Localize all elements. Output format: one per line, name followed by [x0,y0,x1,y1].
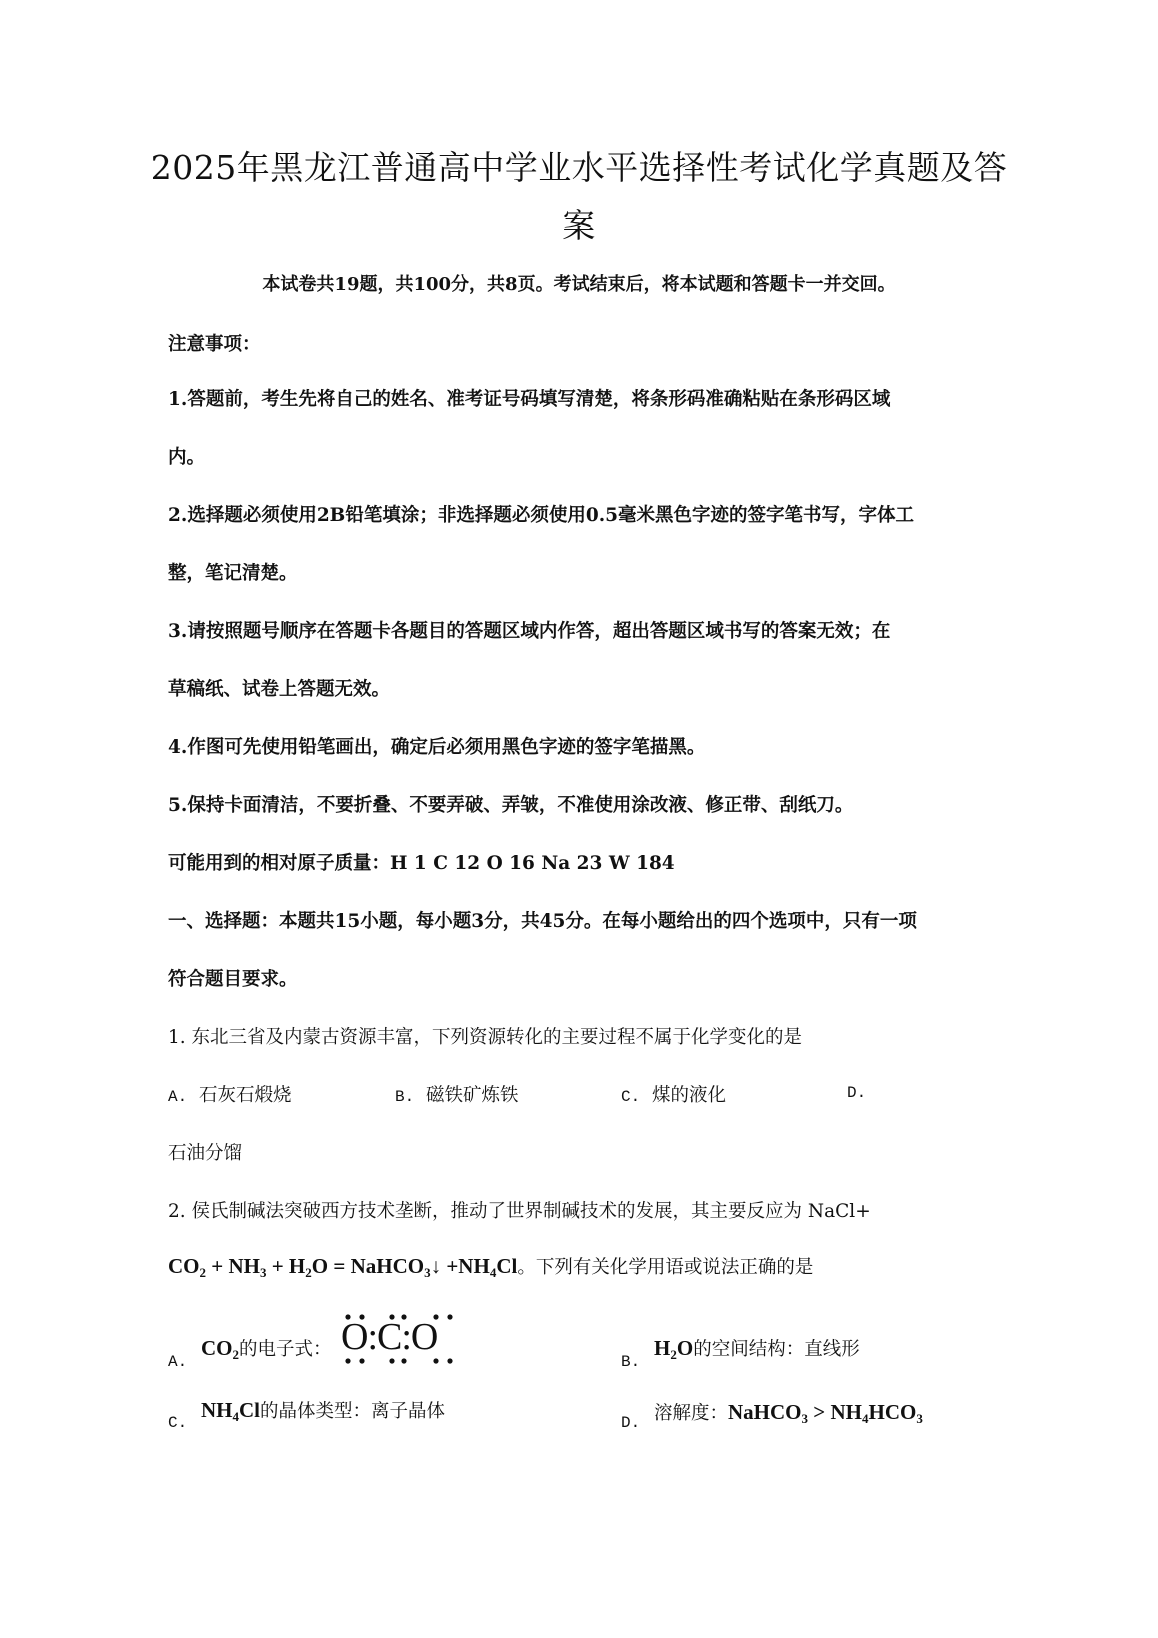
lewis-text: O:C:O [341,1316,438,1358]
atomic-masses: 可能用到的相对原子质量：H 1 C 12 O 16 Na 23 W 184 [168,853,675,874]
q2-stem-end: 。下列有关化学用语或说法正确的是 [517,1257,814,1278]
note-2-line-2: 整，笔记清楚。 [168,563,298,584]
q1-stem: 1. 东北三省及内蒙古资源丰富，下列资源转化的主要过程不属于化学变化的是 [168,1027,803,1048]
section-1-line-2: 符合题目要求。 [168,969,298,990]
q2-option-d-letter: D. [621,1414,641,1432]
q2-equation-line [168,1253,813,1281]
q2-option-d-content: 溶解度：NaHCO$_3$ > $NH_4HCO_3$ [654,1400,923,1426]
q1-option-c [621,1081,726,1107]
q1-option-b-text: 磁铁矿炼铁 [425,1085,519,1106]
title-line-2: 案 [562,206,596,245]
q1-option-a [168,1081,291,1107]
q1-option-b-letter: B. [395,1088,415,1106]
q2-option-a-formula: $CO_2$的电子式： [201,1336,332,1362]
q1-option-d-text: 石油分馏 [168,1143,243,1164]
note-2-line-1: 2.选择题必须使用2B铅笔填涂；非选择题必须使用0.5毫米黑色字迹的签字笔书写，字体工 [168,505,915,526]
co2-lewis-structure [340,1309,460,1369]
intro-text: 本试卷共19题，共100分，共8页。考试结束后，将本试题和答题卡一并交回。 [262,274,896,295]
section-1-line-1: 一、选择题：本题共15小题，每小题3分，共45分。在每小题给出的四个选项中，只有一项 [168,911,917,932]
q1-option-d-letter: D. [847,1084,867,1102]
title-line-1: 2025年黑龙江普通高中学业水平选择性考试化学真题及答 [150,148,1008,187]
q2-option-c-content: $NH_4Cl$的晶体类型：离子晶体 [201,1398,446,1424]
q2-option-b-content: $H_2O$的空间结构：直线形 [654,1336,860,1362]
notes-heading: 注意事项： [168,334,261,355]
note-5: 5.保持卡面清洁，不要折叠、不要弄破、弄皱，不准使用涂改液、修正带、刮纸刀。 [168,795,854,816]
note-4: 4.作图可先使用铅笔画出，确定后必须用黑色字迹的签字笔描黑。 [168,737,706,758]
note-1-line-2: 内。 [168,447,206,468]
note-3-line-1: 3.请按照题号顺序在答题卡各题目的答题区域内作答，超出答题区域书写的答案无效；在 [168,621,891,642]
q1-option-b [395,1081,518,1107]
q1-option-a-text: 石灰石煅烧 [198,1085,292,1106]
q2-option-c-letter: C. [168,1414,188,1432]
q2-option-b-letter: B. [621,1353,641,1371]
q1-option-c-text: 煤的液化 [651,1085,726,1106]
note-1-line-1: 1.答题前，考生先将自己的姓名、准考证号码填写清楚，将条形码准确粘贴在条形码区域 [168,389,891,410]
note-3-line-2: 草稿纸、试卷上答题无效。 [168,679,391,700]
q2-stem: 2. 侯氏制碱法突破西方技术垄断，推动了世界制碱技术的发展，其主要反应为 NaCl+ [168,1201,871,1222]
q1-option-a-letter: A. [168,1088,188,1106]
q2-option-a-letter: A. [168,1353,188,1371]
q2-equation: $CO_2 + NH_3 + H_2O$ = NaHCO$_3$↓ $+NH_4Cl$ [168,1254,518,1280]
q1-option-c-letter: C. [621,1088,641,1106]
